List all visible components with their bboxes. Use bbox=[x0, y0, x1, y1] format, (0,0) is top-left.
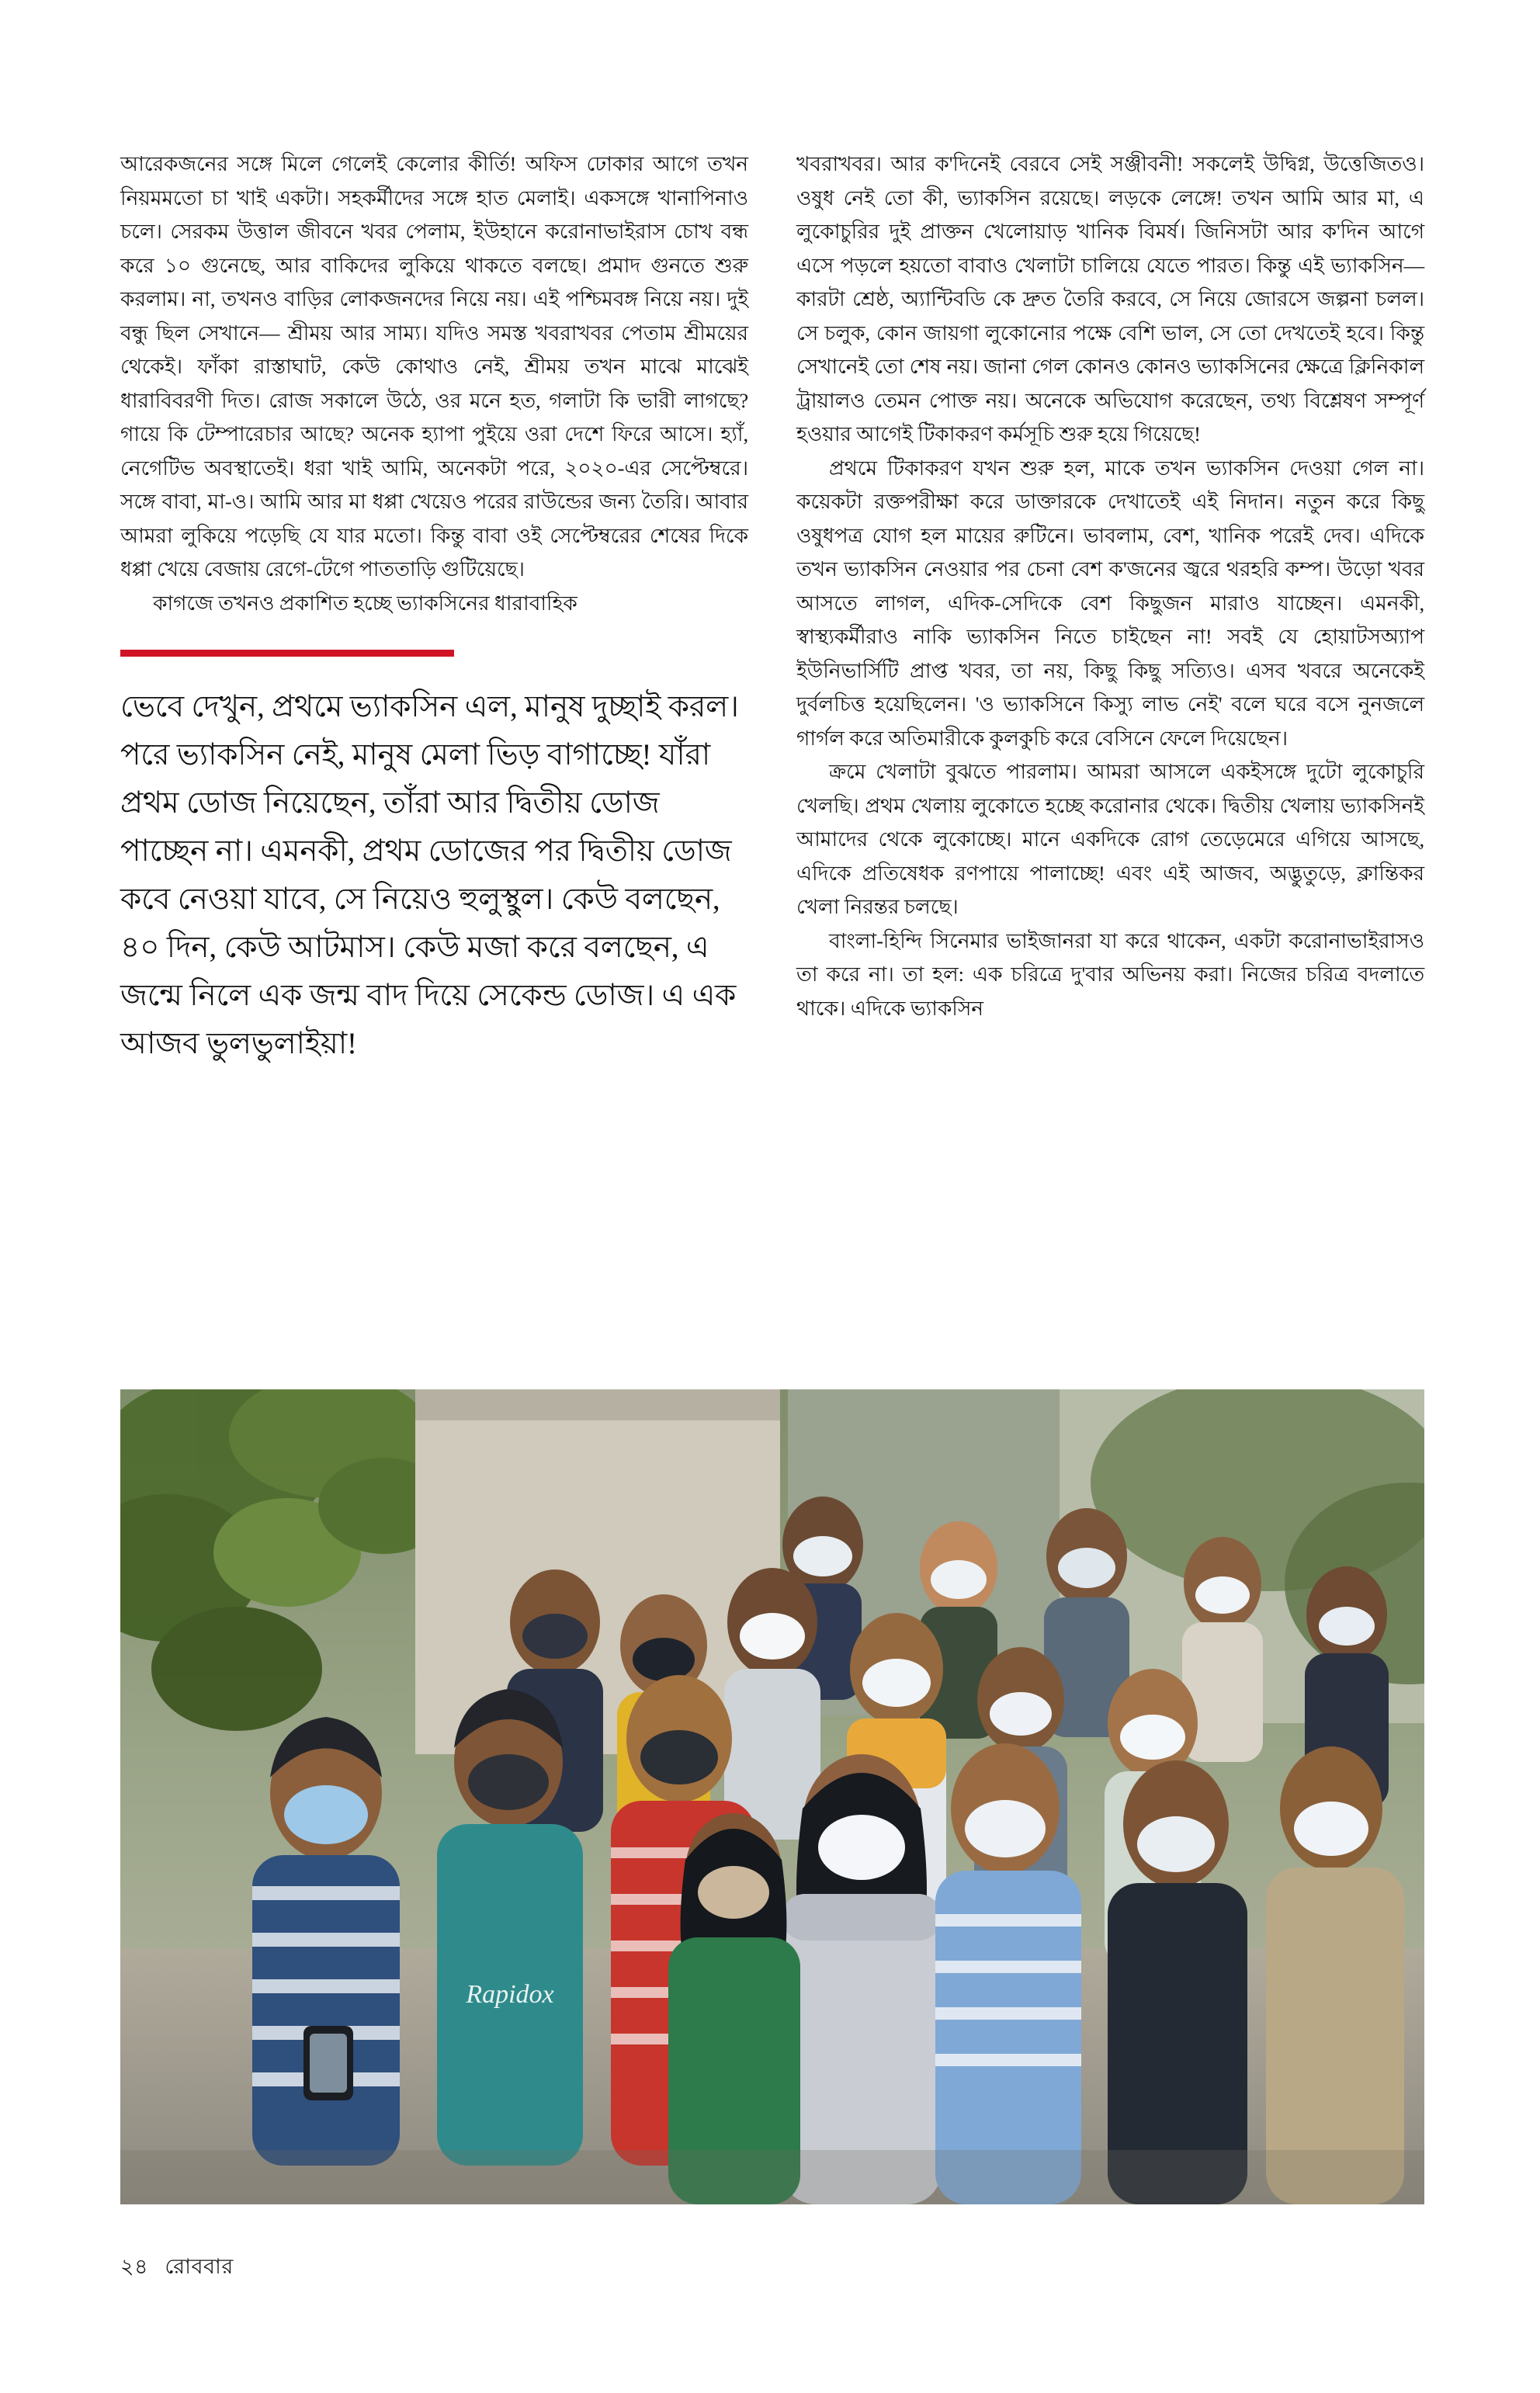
paragraph: বাংলা-হিন্দি সিনেমার ভাইজানরা যা করে থাকেন, একটা করোনাভাইরাসও তা করে না। তা হল: এক চরিত্রে দু'বার অভিনয় করা। নিজের চরিত্র বদলাতে থাকে। এদিকে ভ্যাকসিন bbox=[796, 928, 1424, 1020]
right-column bbox=[796, 147, 1424, 1025]
pullquote-divider bbox=[120, 650, 454, 657]
pullquote: ভেবে দেখুন, প্রথমে ভ্যাকসিন এল, মানুষ দুচ্ছাই করল। পরে ভ্যাকসিন নেই, মানুষ মেলা ভিড় বাগাচ্ছে! যাঁরা প্রথম ডোজ নিয়েছেন, তাঁরা আর দ্বিতীয় ডোজ পাচ্ছেন না। এমনকী, প্রথম ডোজের পর দ্বিতীয় ডোজ কবে নেওয়া যাবে, সে নিয়েও হুলুস্থুল। কেউ বলছেন, ৪০ দিন, কেউ আটমাস। কেউ মজা করে বলছেন, এ জন্মে নিলে এক জন্ম বাদ দিয়ে সেকেন্ড ডোজ। এ এক আজব ভুলভুলাইয়া! bbox=[120, 690, 739, 1060]
page-number: ২৪ bbox=[120, 2255, 149, 2278]
paragraph: আরেকজনের সঙ্গে মিলে গেলেই কেলোর কীর্তি! অফিস ঢোকার আগে তখন নিয়মমতো চা খাই একটা। সহকর্মীদের সঙ্গে হাত মেলাই। একসঙ্গে খানাপিনাও চলে। সেরকম উত্তাল জীবনে খবর পেলাম, ইউহানে করোনাভাইরাস চোখ বন্ধ করে ১০ গুনেছে, আর বাকিদের লুকিয়ে থাকতে বলছে। প্রমাদ গুনতে শুরু করলাম। না, তখনও বাড়ির লোকজনদের নিয়ে নয়। এই পশ্চিমবঙ্গ নিয়ে নয়। দুই বন্ধু ছিল সেখানে— শ্রীময় আর সাম্য। যদিও সমস্ত খবরাখবর পেতাম শ্রীময়ের থেকেই। ফাঁকা রাস্তাঘাট, কেউ কোথাও নেই, শ্রীময় তখন মাঝে মাঝেই ধারাবিবরণী দিত। রোজ সকালে উঠে, ওর মনে হত, গলাটা কি ভারী লাগছে? গায়ে কি টেম্পারেচার আছে? অনেক হ্যাপা পুইয়ে ওরা দেশে ফিরে আসে। হ্যাঁ, নেগেটিভ অবস্থাতেই। ধরা খাই আমি, অনেকটা পরে, ২০২০-এর সেপ্টেম্বরে। সঙ্গে বাবা, মা-ও। আমি আর মা ধপ্পা খেয়েও পরের রাউন্ডের জন্য তৈরি। আবার আমরা লুকিয়ে পড়েছি যে যার মতো। কিন্তু বাবা ওই সেপ্টেম্বরের শেষের দিকে ধপ্পা খেয়ে বেজায় রেগে-টেগে পাততাড়ি গুটিয়েছে। bbox=[120, 152, 748, 581]
paragraph: কাগজে তখনও প্রকাশিত হচ্ছে ভ্যাকসিনের ধারাবাহিক bbox=[153, 591, 578, 615]
page-footer bbox=[120, 2251, 234, 2286]
two-column-layout bbox=[120, 147, 1424, 1068]
left-column bbox=[120, 147, 748, 1068]
photo-illustration bbox=[120, 1389, 1424, 2204]
article-photo bbox=[120, 1389, 1424, 2204]
paragraph: খবরাখবর। আর ক'দিনেই বেরবে সেই সঞ্জীবনী! সকলেই উদ্বিগ্ন, উত্তেজিতও। ওষুধ নেই তো কী, ভ্যাকসিন রয়েছে। লড়কে লেঙ্গে! তখন আমি আর মা, এ লুকোচুরির দুই প্রাক্তন খেলোয়াড় খানিক বিমর্ষ। জিনিসটা আর ক'দিন আগে এসে পড়লে হয়তো বাবাও খেলাটা চালিয়ে যেতে পারত। কিন্তু এই ভ্যাকসিন— কারটা শ্রেষ্ঠ, অ্যান্টিবডি কে দ্রুত তৈরি করবে, সে নিয়ে জোরসে জল্পনা চলল। সে চলুক, কোন জায়গা লুকোনোর পক্ষে বেশি ভাল, সে তো দেখতেই হবে। কিন্তু সেখানেই তো শেষ নয়। জানা গেল কোনও কোনও ভ্যাকসিনের ক্ষেত্রে ক্লিনিকাল ট্রায়ালও তেমন পোক্ত নয়। অনেকে অভিযোগ করেছেন, তথ্য বিশ্লেষণ সম্পূর্ণ হওয়ার আগেই টিকাকরণ কর্মসূচি শুরু হয়ে গিয়েছে! bbox=[796, 152, 1424, 446]
publication-name: রোববার bbox=[165, 2255, 234, 2278]
paragraph: প্রথমে টিকাকরণ যখন শুরু হল, মাকে তখন ভ্যাকসিন দেওয়া গেল না। কয়েকটা রক্তপরীক্ষা করে ডাক্তারকে দেখাতেই এই নিদান। নতুন করে কিছু ওষুধপত্র যোগ হল মায়ের রুটিনে। ভাবলাম, বেশ, খানিক পরেই দেব। এদিকে তখন ভ্যাকসিন নেওয়ার পর চেনা বেশ ক'জনের জ্বরে থরহরি কম্প। উড়ো খবর আসতে লাগল, এদিক-সেদিকে বেশ কিছুজন মারাও যাচ্ছেন। এমনকী, স্বাস্থ্যকর্মীরাও নাকি ভ্যাকসিন নিতে চাইছেন না! সবই যে হোয়াটসঅ্যাপ ইউনিভার্সিটি প্রাপ্ত খবর, তা নয়, কিছু কিছু সত্যিও। এসব খবরে অনেকেই দুর্বলচিত্ত হয়েছিলেন। 'ও ভ্যাকসিনে কিস্যু লাভ নেই' বলে ঘরে বসে নুনজলে গার্গল করে অতিমারীকে কুলকুচি করে বেসিনে ফেলে দিয়েছেন। bbox=[796, 456, 1424, 750]
svg-text:Rapidox: Rapidox bbox=[466, 1980, 554, 2009]
article-body bbox=[120, 147, 1424, 1068]
paragraph: ক্রমে খেলাটা বুঝতে পারলাম। আমরা আসলে একইসঙ্গে দুটো লুকোচুরি খেলছি। প্রথম খেলায় লুকোতে হচ্ছে করোনার থেকে। দ্বিতীয় খেলায় ভ্যাকসিনই আমাদের থেকে লুকোচ্ছে। মানে একদিকে রোগ তেড়েমেরে এগিয়ে আসছে, এদিকে প্রতিষেধক রণপায়ে পালাচ্ছে! এবং এই আজব, অদ্ভুতুড়ে, ক্লান্তিকর খেলা নিরন্তর চলছে। bbox=[796, 760, 1424, 918]
